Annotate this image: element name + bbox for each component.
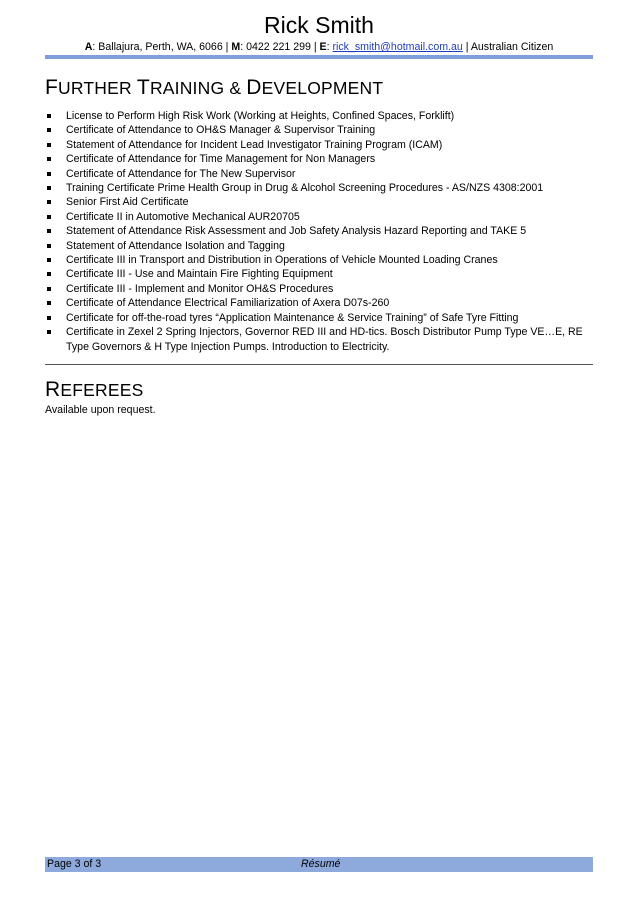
list-item-text: Statement of Attendance Isolation and Tagging <box>66 239 285 252</box>
list-item-text: Training Certificate Prime Health Group in Drug & Alcohol Screening Procedures - AS/NZS 4308:2001 <box>66 182 544 195</box>
bullet-icon <box>47 200 51 204</box>
bullet-icon <box>47 143 51 147</box>
training-section-title: FURTHER TRAINING & DEVELOPMENT <box>45 76 384 99</box>
resume-name: Rick Smith <box>264 12 374 38</box>
bullet-icon <box>47 316 51 320</box>
list-item-text: Certificate of Attendance to OH&S Manager & Supervisor Training <box>66 124 376 137</box>
citizenship: Australian Citizen <box>470 41 554 53</box>
bullet-icon <box>47 172 51 176</box>
bullet-icon <box>47 272 51 276</box>
list-item-text: Certificate II in Automotive Mechanical AUR20705 <box>66 210 300 223</box>
list-item <box>45 282 593 296</box>
list-item-text: Senior First Aid Certificate <box>66 196 189 209</box>
mobile-label: M <box>231 41 241 53</box>
header-divider <box>45 55 593 59</box>
list-item-text: Certificate of Attendance Electrical Familiarization of Axera D07s-260 <box>66 297 390 310</box>
list-item <box>45 109 593 123</box>
bullet-icon <box>47 229 51 233</box>
bullet-icon <box>47 186 51 190</box>
list-item <box>45 253 593 267</box>
list-item-text: Statement of Attendance Risk Assessment and Job Safety Analysis Hazard Reporting and TAKE 5 <box>66 225 527 238</box>
list-item-text: Certificate III in Transport and Distribution in Operations of Vehicle Mounted Loading Cranes <box>66 254 498 267</box>
address: Ballajura, Perth, WA, 6066 <box>98 41 223 53</box>
bullet-icon <box>47 330 51 334</box>
list-item-text: Certificate in Zexel 2 Spring Injectors, Governor RED III and HD-tics. Bosch Distributor Pump Type VE…E, RE Type Governors & H Type Injection Pumps. Introduction to Electricity. <box>66 326 583 353</box>
bullet-icon <box>47 301 51 305</box>
list-item <box>45 167 593 181</box>
list-item <box>45 138 593 152</box>
list-item <box>45 210 593 224</box>
list-item-text: License to Perform High Risk Work (Working at Heights, Confined Spaces, Forklift) <box>66 110 455 122</box>
list-item <box>45 224 593 238</box>
bullet-icon <box>47 287 51 291</box>
footer-title: Résumé <box>301 858 341 870</box>
list-item <box>45 123 593 137</box>
bullet-icon <box>47 157 51 161</box>
contact-line: A: Ballajura, Perth, WA, 6066 | M: 0422 221 299 | E: rick_smith@hotmail.com.au | Australian Citizen <box>84 41 554 53</box>
mobile: 0422 221 299 <box>246 41 311 53</box>
list-item <box>45 181 593 195</box>
email-link[interactable]: rick_smith@hotmail.com.au <box>332 41 463 53</box>
referees-text: Available upon request. <box>45 404 156 416</box>
email-label: E <box>319 41 327 53</box>
list-item <box>45 325 593 354</box>
list-item-text: Certificate of Attendance for Time Management for Non Managers <box>66 153 376 166</box>
training-list <box>45 109 593 354</box>
list-item-text: Statement of Attendance for Incident Lead Investigator Training Program (ICAM) <box>66 138 443 151</box>
bullet-icon <box>47 215 51 219</box>
list-item <box>45 267 593 281</box>
page-footer <box>45 857 593 872</box>
list-item <box>45 239 593 253</box>
referees-section-title: REFEREES <box>45 378 144 401</box>
bullet-icon <box>47 114 51 118</box>
list-item <box>45 195 593 209</box>
list-item-text: Certificate III - Implement and Monitor OH&S Procedures <box>66 282 334 295</box>
section-divider <box>45 364 593 365</box>
page-number: Page 3 of 3 <box>47 858 102 870</box>
bullet-icon <box>47 244 51 248</box>
address-label: A <box>84 41 93 53</box>
bullet-icon <box>47 128 51 132</box>
list-item-text: Certificate of Attendance for The New Supervisor <box>66 167 296 180</box>
list-item-text: Certificate III - Use and Maintain Fire Fighting Equipment <box>66 268 333 281</box>
list-item <box>45 152 593 166</box>
list-item <box>45 296 593 310</box>
list-item <box>45 311 593 325</box>
list-item-text: Certificate for off-the-road tyres “Application Maintenance & Service Training” of Safe Tyre Fitting <box>66 311 519 324</box>
bullet-icon <box>47 258 51 262</box>
